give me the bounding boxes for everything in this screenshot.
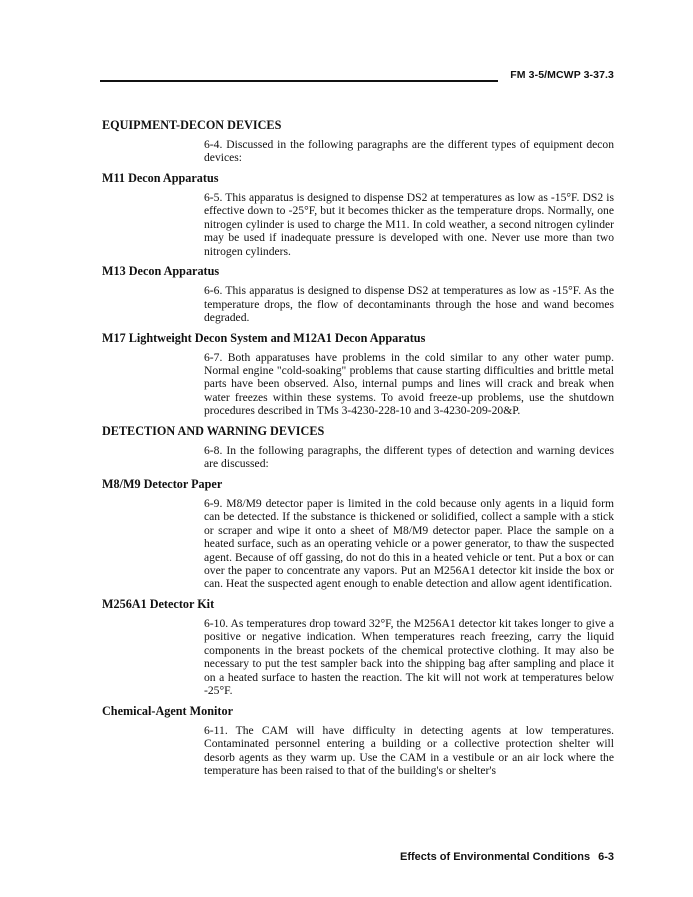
- section-heading: M8/M9 Detector Paper: [102, 476, 223, 491]
- section-heading: EQUIPMENT-DECON DEVICES: [102, 118, 282, 132]
- footer-title: Effects of Environmental Conditions: [400, 851, 591, 863]
- section-paragraph: 6-9. M8/M9 detector paper is limited in the cold because only agents in a liquid form can be detected. If the substance is thickened or solidified, collect a sample with a stick or scraper and wipe it onto a sheet of M8/M9 detector paper. Place the sample on a heated surface, such as an operating vehicle or a power generator, to thaw the suspected agent. Because of off gassing, do not do this in a heated vehicle or tent. Put a box or can over the paper to concentrate any vapors. Put an M256A1 detector kit inside the box or can. Heat the suspected agent enough to enable detection and allow agent identification.: [204, 496, 614, 591]
- header-rule: [100, 80, 498, 82]
- page-number: 6-3: [598, 851, 614, 863]
- section-heading: M11 Decon Apparatus: [102, 170, 219, 185]
- section-heading: M256A1 Detector Kit: [102, 596, 215, 611]
- section-heading: M13 Decon Apparatus: [102, 264, 220, 279]
- section-heading: DETECTION AND WARNING DEVICES: [102, 423, 325, 438]
- section-heading: Chemical-Agent Monitor: [102, 703, 233, 718]
- section-heading: M17 Lightweight Decon System and M12A1 Decon Apparatus: [102, 330, 426, 345]
- section-paragraph: 6-8. In the following paragraphs, the different types of detection and warning devices are discussed:: [204, 443, 614, 471]
- page-body: [102, 118, 614, 783]
- section-paragraph: 6-10. As temperatures drop toward 32°F, the M256A1 detector kit takes longer to give a positive or negative indication. When temperatures reach freezing, carry the liquid components in the breast pockets of the chemical protective clothing. It may also be necessary to put the test sampler back into the shipping bag after sampling and place it on a heated surface to hasten the reaction. The kit will not work at temperatures below -25°F.: [204, 616, 614, 698]
- section-paragraph: 6-11. The CAM will have difficulty in detecting agents at low temperatures. Contaminated personnel entering a building or a collective protection shelter will desorb agents as they warm up. Use the CAM in a vestibule or an air lock where the temperature has been raised to that of the building's or shelter's: [204, 723, 614, 777]
- page-footer: [400, 851, 614, 863]
- section-paragraph: 6-5. This apparatus is designed to dispense DS2 at temperatures as low as -15°F. DS2 is effective down to -25°F, but it becomes thicker as the temperature drops. Normally, one nitrogen cylinder is used to charge the M11. In cold weather, a second nitrogen cylinder may be used if inadequate pressure is developed with one. Never use more than two nitrogen cylinders.: [204, 190, 614, 258]
- header-title: FM 3-5/MCWP 3-37.3: [510, 69, 614, 81]
- section-paragraph: 6-4. Discussed in the following paragraphs are the different types of equipment decon devices:: [204, 138, 614, 165]
- section-paragraph: 6-7. Both apparatuses have problems in the cold similar to any other water pump. Normal engine "cold-soaking" problems that cause starting difficulties and brittle metal parts have been observed. Also, internal pumps and lines will crack and break when water freezes within these systems. To avoid freeze-up problems, use the shutdown procedures described in TMs 3-4230-228-10 and 3-4230-209-20&P.: [204, 350, 614, 418]
- section-paragraph: 6-6. This apparatus is designed to dispense DS2 at temperatures as low as -15°F. As the temperature drops, the flow of decontaminants through the hose and wand becomes degraded.: [204, 284, 614, 325]
- page-header: [100, 68, 614, 86]
